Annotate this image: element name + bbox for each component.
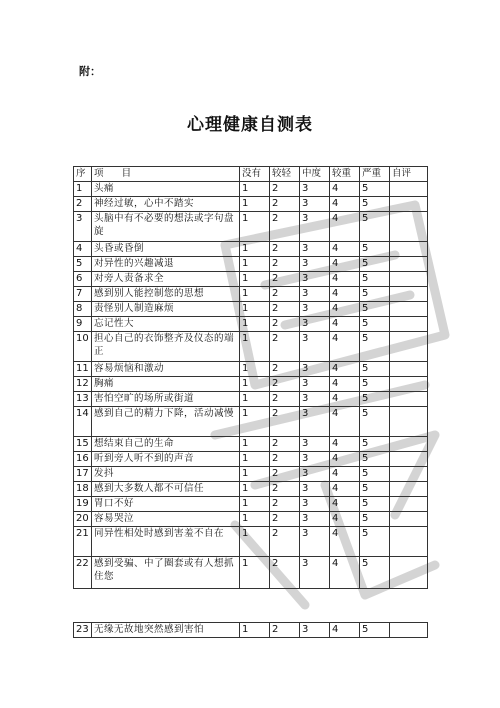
score-option: 2	[270, 407, 300, 437]
row-number: 18	[74, 482, 92, 497]
row-number: 15	[74, 437, 92, 452]
score-option: 2	[270, 527, 300, 557]
self-rating-cell[interactable]	[390, 482, 428, 497]
score-option: 4	[330, 623, 360, 638]
score-option: 1	[240, 467, 270, 482]
score-option: 5	[360, 392, 390, 407]
score-option: 1	[240, 182, 270, 197]
score-option: 5	[360, 212, 390, 242]
score-option: 5	[360, 287, 390, 302]
symptom-item: 想结束自己的生命	[92, 437, 240, 452]
self-rating-cell[interactable]	[390, 527, 428, 557]
score-option: 4	[330, 212, 360, 242]
score-option: 1	[240, 317, 270, 332]
score-option: 1	[240, 452, 270, 467]
score-option: 1	[240, 437, 270, 452]
score-option: 1	[240, 377, 270, 392]
header-num: 序	[74, 167, 92, 182]
score-option: 4	[330, 467, 360, 482]
self-rating-cell[interactable]	[390, 512, 428, 527]
symptom-item: 无缘无故地突然感到害怕	[92, 623, 240, 638]
score-option: 2	[270, 272, 300, 287]
symptom-item: 头昏或昏倒	[92, 242, 240, 257]
symptom-item: 担心自己的衣饰整齐及仪态的端正	[92, 332, 240, 362]
symptom-item: 容易烦恼和激动	[92, 362, 240, 377]
self-rating-cell[interactable]	[390, 197, 428, 212]
table-row	[74, 437, 428, 452]
row-number: 20	[74, 512, 92, 527]
score-option: 5	[360, 467, 390, 482]
header-moderate: 中度	[300, 167, 330, 182]
score-option: 1	[240, 272, 270, 287]
score-option: 4	[330, 377, 360, 392]
score-option: 1	[240, 407, 270, 437]
score-option: 5	[360, 362, 390, 377]
score-option: 1	[240, 497, 270, 512]
score-option: 2	[270, 182, 300, 197]
row-number: 21	[74, 527, 92, 557]
score-option: 4	[330, 407, 360, 437]
appendix-label: 附：	[79, 65, 101, 78]
table-row	[74, 302, 428, 317]
score-option: 1	[240, 212, 270, 242]
score-option: 2	[270, 302, 300, 317]
score-option: 5	[360, 242, 390, 257]
self-rating-cell[interactable]	[390, 182, 428, 197]
self-rating-cell[interactable]	[390, 272, 428, 287]
score-option: 1	[240, 557, 270, 589]
score-option: 1	[240, 392, 270, 407]
table-row	[74, 212, 428, 242]
score-option: 4	[330, 512, 360, 527]
symptom-item: 头痛	[92, 182, 240, 197]
row-number: 23	[74, 623, 92, 638]
score-option: 2	[270, 497, 300, 512]
self-rating-cell[interactable]	[390, 332, 428, 362]
score-option: 4	[330, 497, 360, 512]
self-rating-cell[interactable]	[390, 407, 428, 437]
self-rating-cell[interactable]	[390, 467, 428, 482]
symptom-item: 神经过敏，心中不踏实	[92, 197, 240, 212]
score-option: 3	[300, 377, 330, 392]
table-row	[74, 512, 428, 527]
mental-health-table	[73, 166, 428, 589]
table-row	[74, 557, 428, 589]
symptom-item: 感到受骗、中了圈套或有人想抓住您	[92, 557, 240, 589]
symptom-item: 感到自己的精力下降，活动减慢	[92, 407, 240, 437]
row-number: 8	[74, 302, 92, 317]
score-option: 2	[270, 242, 300, 257]
score-option: 5	[360, 407, 390, 437]
table-row	[74, 242, 428, 257]
table-row	[74, 623, 428, 638]
row-number: 17	[74, 467, 92, 482]
score-option: 2	[270, 512, 300, 527]
row-number: 1	[74, 182, 92, 197]
row-number: 12	[74, 377, 92, 392]
score-option: 2	[270, 212, 300, 242]
header-none: 没有	[240, 167, 270, 182]
score-option: 5	[360, 317, 390, 332]
symptom-item: 头脑中有不必要的想法或字句盘旋	[92, 212, 240, 242]
self-rating-cell[interactable]	[390, 452, 428, 467]
score-option: 3	[300, 407, 330, 437]
score-option: 4	[330, 332, 360, 362]
score-option: 3	[300, 362, 330, 377]
score-option: 4	[330, 392, 360, 407]
header-fairly-severe: 较重	[330, 167, 360, 182]
score-option: 1	[240, 332, 270, 362]
score-option: 4	[330, 557, 360, 589]
table-row	[74, 317, 428, 332]
self-rating-cell[interactable]	[390, 497, 428, 512]
score-option: 4	[330, 182, 360, 197]
score-option: 2	[270, 377, 300, 392]
score-option: 4	[330, 302, 360, 317]
score-option: 1	[240, 362, 270, 377]
table-row	[74, 272, 428, 287]
self-rating-cell[interactable]	[390, 362, 428, 377]
score-option: 5	[360, 272, 390, 287]
table-row	[74, 527, 428, 557]
table-row	[74, 332, 428, 362]
score-option: 4	[330, 272, 360, 287]
table-row	[74, 182, 428, 197]
score-option: 2	[270, 287, 300, 302]
score-option: 5	[360, 452, 390, 467]
self-rating-cell[interactable]	[390, 557, 428, 589]
symptom-item: 忘记性大	[92, 317, 240, 332]
row-number: 10	[74, 332, 92, 362]
score-option: 5	[360, 527, 390, 557]
score-option: 3	[300, 272, 330, 287]
score-option: 3	[300, 212, 330, 242]
self-rating-cell[interactable]	[390, 302, 428, 317]
symptom-item: 责怪别人制造麻烦	[92, 302, 240, 317]
score-option: 4	[330, 482, 360, 497]
self-rating-cell[interactable]	[390, 392, 428, 407]
symptom-item: 对异性的兴趣减退	[92, 257, 240, 272]
symptom-item: 听到旁人听不到的声音	[92, 452, 240, 467]
score-option: 2	[270, 623, 300, 638]
row-number: 11	[74, 362, 92, 377]
score-option: 4	[330, 287, 360, 302]
self-rating-cell[interactable]	[390, 377, 428, 392]
score-option: 1	[240, 482, 270, 497]
row-number: 7	[74, 287, 92, 302]
self-rating-cell[interactable]	[390, 257, 428, 272]
score-option: 1	[240, 287, 270, 302]
score-option: 3	[300, 527, 330, 557]
symptom-item: 胸痛	[92, 377, 240, 392]
table-row	[74, 407, 428, 437]
self-rating-cell[interactable]	[390, 287, 428, 302]
table-row	[74, 482, 428, 497]
score-option: 3	[300, 392, 330, 407]
score-option: 5	[360, 197, 390, 212]
table-row	[74, 497, 428, 512]
symptom-item: 感到别人能控制您的思想	[92, 287, 240, 302]
table-header-row	[74, 167, 428, 182]
score-option: 1	[240, 512, 270, 527]
score-option: 5	[360, 623, 390, 638]
symptom-item: 感到大多数人都不可信任	[92, 482, 240, 497]
score-option: 5	[360, 482, 390, 497]
table-row	[74, 452, 428, 467]
score-option: 2	[270, 197, 300, 212]
score-option: 3	[300, 557, 330, 589]
row-number: 13	[74, 392, 92, 407]
score-option: 5	[360, 557, 390, 589]
table-row	[74, 392, 428, 407]
row-number: 4	[74, 242, 92, 257]
score-option: 1	[240, 302, 270, 317]
self-rating-cell[interactable]	[390, 212, 428, 242]
header-item: 项 目	[92, 167, 240, 182]
row-number: 2	[74, 197, 92, 212]
score-option: 3	[300, 302, 330, 317]
symptom-item: 对旁人责备求全	[92, 272, 240, 287]
table-row	[74, 362, 428, 377]
self-rating-cell[interactable]	[390, 317, 428, 332]
score-option: 4	[330, 437, 360, 452]
score-option: 1	[240, 623, 270, 638]
self-rating-cell[interactable]	[390, 242, 428, 257]
score-option: 3	[300, 437, 330, 452]
score-option: 3	[300, 197, 330, 212]
row-number: 3	[74, 212, 92, 242]
symptom-item: 发抖	[92, 467, 240, 482]
score-option: 2	[270, 452, 300, 467]
score-option: 4	[330, 362, 360, 377]
score-option: 2	[270, 332, 300, 362]
score-option: 3	[300, 332, 330, 362]
score-option: 2	[270, 557, 300, 589]
score-option: 5	[360, 302, 390, 317]
score-option: 3	[300, 512, 330, 527]
score-option: 1	[240, 197, 270, 212]
score-option: 5	[360, 497, 390, 512]
score-option: 5	[360, 257, 390, 272]
score-option: 2	[270, 257, 300, 272]
score-option: 5	[360, 377, 390, 392]
score-option: 3	[300, 467, 330, 482]
score-option: 2	[270, 467, 300, 482]
self-rating-cell[interactable]	[390, 623, 428, 638]
score-option: 5	[360, 332, 390, 362]
score-option: 4	[330, 242, 360, 257]
mental-health-table-continued	[73, 622, 428, 638]
score-option: 5	[360, 182, 390, 197]
score-option: 2	[270, 362, 300, 377]
score-option: 1	[240, 527, 270, 557]
score-option: 3	[300, 182, 330, 197]
score-option: 3	[300, 257, 330, 272]
row-number: 5	[74, 257, 92, 272]
table-row	[74, 287, 428, 302]
symptom-item: 胃口不好	[92, 497, 240, 512]
row-number: 6	[74, 272, 92, 287]
table-row	[74, 377, 428, 392]
score-option: 3	[300, 623, 330, 638]
table-row	[74, 467, 428, 482]
header-severe: 严重	[360, 167, 390, 182]
score-option: 3	[300, 452, 330, 467]
score-option: 2	[270, 482, 300, 497]
score-option: 3	[300, 317, 330, 332]
score-option: 3	[300, 482, 330, 497]
score-option: 3	[300, 242, 330, 257]
page-title: 心理健康自测表	[187, 115, 313, 135]
row-number: 14	[74, 407, 92, 437]
score-option: 4	[330, 197, 360, 212]
score-option: 2	[270, 437, 300, 452]
score-option: 2	[270, 392, 300, 407]
symptom-item: 容易哭泣	[92, 512, 240, 527]
score-option: 1	[240, 242, 270, 257]
score-option: 4	[330, 257, 360, 272]
score-option: 4	[330, 527, 360, 557]
table-row	[74, 257, 428, 272]
score-option: 3	[300, 497, 330, 512]
symptom-item: 害怕空旷的场所或街道	[92, 392, 240, 407]
score-option: 3	[300, 287, 330, 302]
score-option: 4	[330, 317, 360, 332]
score-option: 5	[360, 437, 390, 452]
row-number: 16	[74, 452, 92, 467]
score-option: 2	[270, 317, 300, 332]
header-mild: 较轻	[270, 167, 300, 182]
score-option: 5	[360, 512, 390, 527]
score-option: 1	[240, 257, 270, 272]
self-rating-cell[interactable]	[390, 437, 428, 452]
row-number: 22	[74, 557, 92, 589]
table-row	[74, 197, 428, 212]
row-number: 9	[74, 317, 92, 332]
row-number: 19	[74, 497, 92, 512]
header-self-rating: 自评	[390, 167, 428, 182]
score-option: 4	[330, 452, 360, 467]
symptom-item: 同异性相处时感到害羞不自在	[92, 527, 240, 557]
